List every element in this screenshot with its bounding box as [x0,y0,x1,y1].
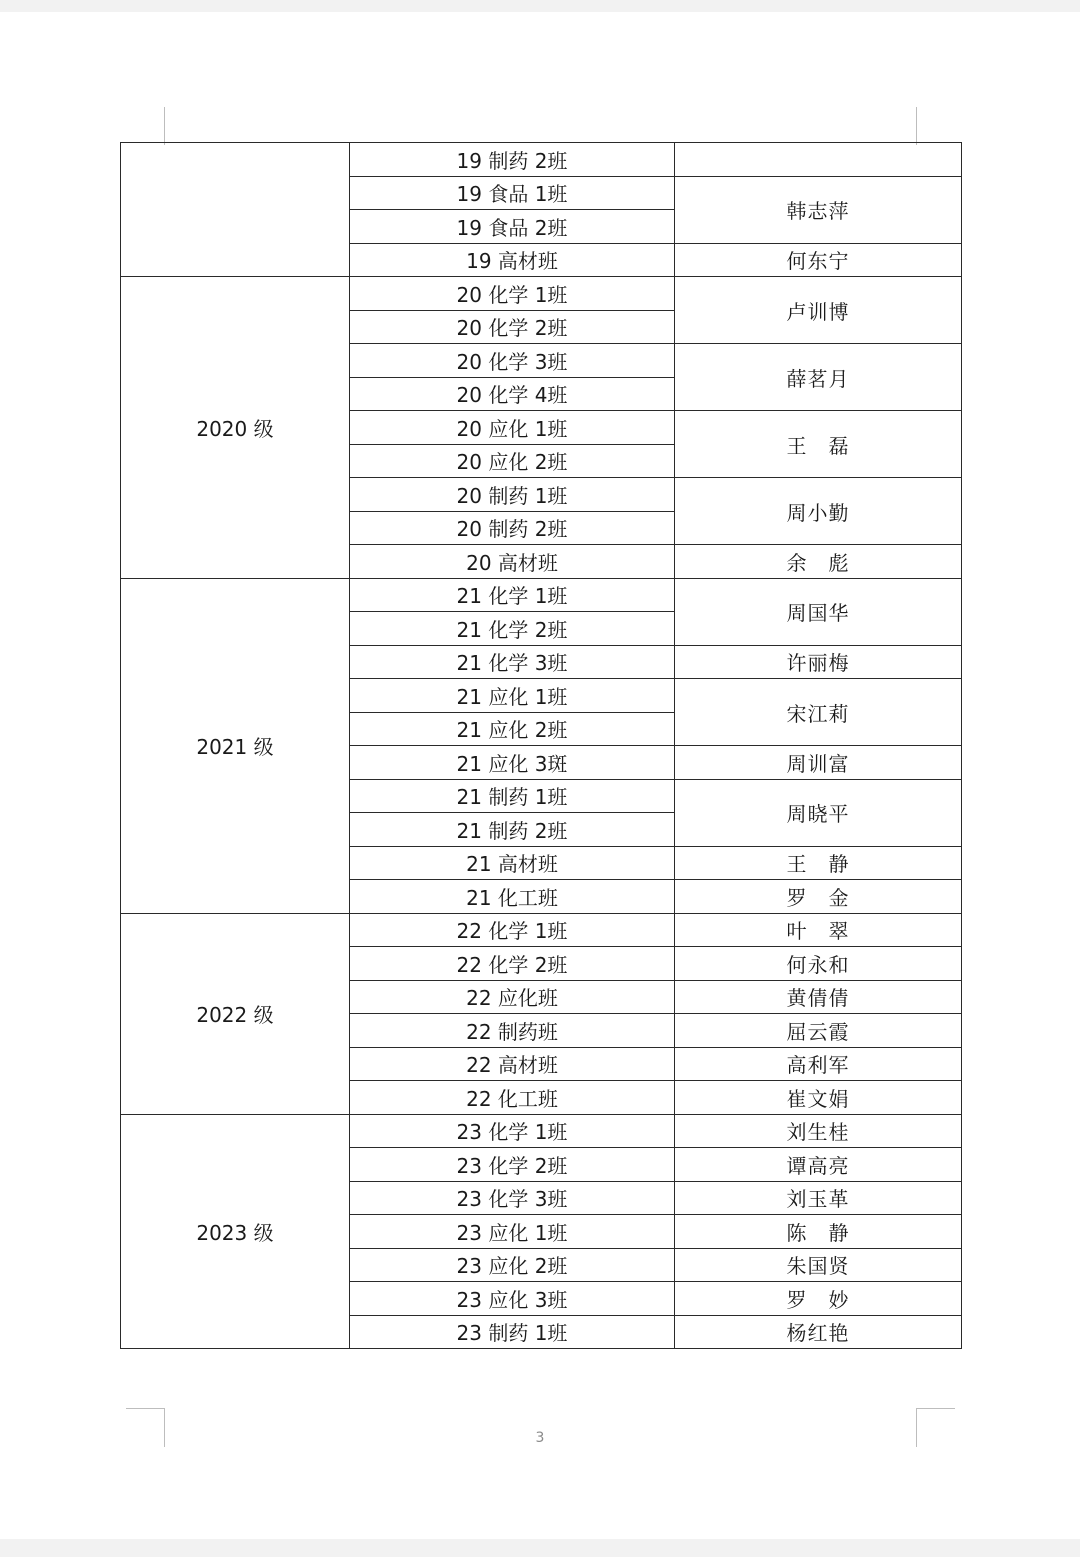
teacher-cell: 周训富 [675,746,962,780]
teacher-cell: 薛茗月 [675,344,962,411]
teacher-cell: 余 彪 [675,545,962,579]
class-name-cell: 22 化学 2班 [350,947,675,981]
teacher-cell: 韩志萍 [675,176,962,243]
class-name-cell: 23 化学 1班 [350,1114,675,1148]
teacher-cell: 罗 妙 [675,1282,962,1316]
grade-cell [121,143,350,277]
class-name-cell: 21 制药 2班 [350,813,675,847]
class-name-cell: 23 化学 2班 [350,1148,675,1182]
teacher-cell: 陈 静 [675,1215,962,1249]
teacher-cell: 谭高亮 [675,1148,962,1182]
class-name-cell: 20 化学 3班 [350,344,675,378]
class-name-cell: 21 应化 2班 [350,712,675,746]
class-teacher-table [120,142,962,1349]
class-name-cell: 20 化学 1班 [350,277,675,311]
teacher-cell: 叶 翠 [675,913,962,947]
class-name-cell: 21 化学 1班 [350,578,675,612]
class-name-cell: 22 化工班 [350,1081,675,1115]
teacher-cell: 刘生桂 [675,1114,962,1148]
class-name-cell: 22 应化班 [350,980,675,1014]
class-name-cell: 22 高材班 [350,1047,675,1081]
page-number: 3 [535,1430,545,1446]
grade-cell: 2020 级 [121,277,350,579]
teacher-cell: 王 磊 [675,411,962,478]
class-name-cell: 20 化学 2班 [350,310,675,344]
class-name-cell: 21 高材班 [350,846,675,880]
class-name-cell: 20 制药 2班 [350,511,675,545]
table-row [121,277,962,311]
class-name-cell: 23 制药 1班 [350,1315,675,1349]
teacher-cell: 崔文娟 [675,1081,962,1115]
table-row [121,913,962,947]
teacher-cell: 周国华 [675,578,962,645]
class-name-cell: 19 食品 1班 [350,176,675,210]
teacher-cell: 宋江莉 [675,679,962,746]
teacher-cell: 周小勤 [675,478,962,545]
teacher-cell: 何东宁 [675,243,962,277]
class-name-cell: 20 应化 1班 [350,411,675,445]
teacher-cell: 罗 金 [675,880,962,914]
teacher-cell: 王 静 [675,846,962,880]
class-name-cell: 21 化学 3班 [350,645,675,679]
class-name-cell: 22 制药班 [350,1014,675,1048]
teacher-cell: 卢训博 [675,277,962,344]
teacher-cell: 杨红艳 [675,1315,962,1349]
class-name-cell: 21 应化 1班 [350,679,675,713]
teacher-cell: 何永和 [675,947,962,981]
table-row [121,578,962,612]
class-name-cell: 23 应化 2班 [350,1248,675,1282]
grade-cell: 2023 级 [121,1114,350,1349]
grade-cell: 2022 级 [121,913,350,1114]
class-name-cell: 21 应化 3斑 [350,746,675,780]
teacher-cell: 朱国贤 [675,1248,962,1282]
teacher-cell [675,143,962,177]
class-name-cell: 23 化学 3班 [350,1181,675,1215]
teacher-cell: 屈云霞 [675,1014,962,1048]
teacher-cell: 周晓平 [675,779,962,846]
grade-cell: 2021 级 [121,578,350,913]
class-name-cell: 20 高材班 [350,545,675,579]
teacher-cell: 黄倩倩 [675,980,962,1014]
class-name-cell: 21 化学 2班 [350,612,675,646]
class-name-cell: 22 化学 1班 [350,913,675,947]
table-row [121,1114,962,1148]
class-name-cell: 20 应化 2班 [350,444,675,478]
class-name-cell: 21 化工班 [350,880,675,914]
class-name-cell: 19 高材班 [350,243,675,277]
crop-mark-top-right [916,107,955,145]
class-name-cell: 21 制药 1班 [350,779,675,813]
teacher-cell: 高利军 [675,1047,962,1081]
class-name-cell: 23 应化 1班 [350,1215,675,1249]
crop-mark-top-left [126,107,165,145]
teacher-cell: 刘玉革 [675,1181,962,1215]
table-row [121,143,962,177]
class-name-cell: 23 应化 3班 [350,1282,675,1316]
class-name-cell: 20 制药 1班 [350,478,675,512]
class-name-cell: 19 制药 2班 [350,143,675,177]
class-name-cell: 20 化学 4班 [350,377,675,411]
teacher-cell: 许丽梅 [675,645,962,679]
document-page [0,12,1080,1539]
class-name-cell: 19 食品 2班 [350,210,675,244]
